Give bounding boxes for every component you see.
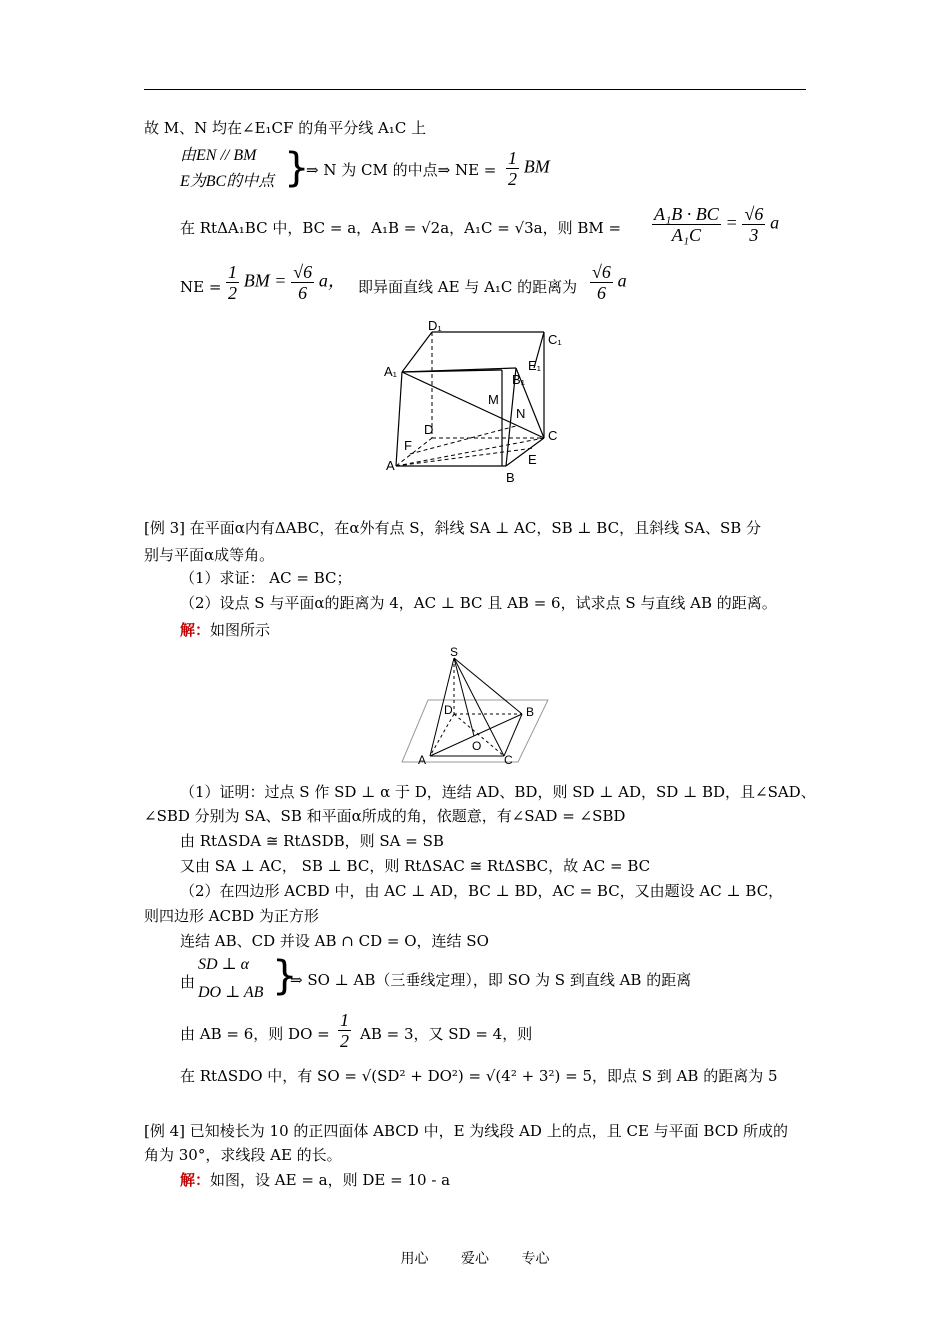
text-line: 又由 SA ⊥ AC， SB ⊥ BC，则 RtΔSAC ≅ RtΔSBC，故 AC = BC bbox=[180, 857, 651, 875]
text-line: 别与平面α成等角。 bbox=[144, 546, 275, 564]
solution-text: 如图，设 AE = a，则 DE = 10 - a bbox=[210, 1171, 451, 1189]
pyramid-figure bbox=[398, 644, 552, 770]
text-line: 在 RtΔA₁BC 中，BC = a，A₁B = √2a，A₁C = √3a，则 BM = bbox=[180, 219, 622, 237]
text-line: （2）设点 S 与平面α的距离为 4，AC ⊥ BC 且 AB = 6，试求点 S 与直线 AB 的距离。 bbox=[180, 594, 777, 612]
text-line: 角为 30°，求线段 AE 的长。 bbox=[144, 1146, 342, 1164]
text-line: （2）在四边形 ACBD 中，由 AC ⊥ AD，BC ⊥ BD，AC = BC，又由题设 AC ⊥ BC， bbox=[180, 882, 784, 900]
point-label: C₁ bbox=[548, 332, 562, 347]
solution-label: 解： bbox=[180, 1171, 211, 1189]
solution-line bbox=[180, 1170, 450, 1190]
point-label: C bbox=[504, 753, 513, 767]
text-line: ⇒ N 为 CM 的中点⇒ NE = bbox=[306, 161, 497, 179]
point-label: D bbox=[424, 422, 434, 437]
point-label: A₁ bbox=[384, 364, 398, 379]
point-label: A bbox=[418, 753, 427, 767]
fraction: $\frac{1}{2}$ BM bbox=[508, 148, 550, 189]
example-4-heading: [例 4] 已知棱长为 10 的正四面体 ABCD 中，E 为线段 AD 上的点，且 CE 与平面 BCD 所成的 bbox=[144, 1122, 788, 1140]
point-label: M bbox=[488, 392, 499, 407]
point-label: E bbox=[528, 452, 537, 467]
header-rule bbox=[144, 89, 806, 90]
text-line: ∠SBD 分别为 SA、SB 和平面α所成的角，依题意，有∠SAD = ∠SBD bbox=[144, 807, 626, 825]
text-line: 由 bbox=[180, 973, 196, 991]
footer-item: 专心 bbox=[521, 1251, 550, 1267]
example-3-heading: [例 3] 在平面α内有ΔABC，在α外有点 S，斜线 SA ⊥ AC，SB ⊥ BC，且斜线 SA、SB 分 bbox=[144, 519, 762, 537]
solution-label: 解： bbox=[180, 621, 211, 639]
text-line: 则四边形 ACBD 为正方形 bbox=[144, 907, 319, 925]
point-label: B₁ bbox=[512, 372, 526, 387]
fraction: $\frac{1}{2}$ bbox=[340, 1010, 349, 1051]
footer-item: 用心 bbox=[400, 1251, 429, 1267]
text-line: （1）证明：过点 S 作 SD ⊥ α 于 D，连结 AD、BD，则 SD ⊥ AD，SD ⊥ BD，且∠SAD、 bbox=[180, 783, 816, 801]
point-label: N bbox=[516, 406, 526, 421]
point-label: B bbox=[526, 705, 535, 719]
text-line: 连结 AB、CD 并设 AB ∩ CD = O，连结 SO bbox=[180, 932, 489, 950]
text-line: 故 M、N 均在∠E₁CF 的角平分线 A₁C 上 bbox=[144, 119, 427, 137]
point-label: D bbox=[444, 703, 453, 717]
fraction: $\frac{√6}{6}$ a bbox=[592, 262, 627, 303]
point-label: C bbox=[548, 428, 558, 443]
text-line: 即异面直线 AE 与 A₁C 的距离为 bbox=[358, 278, 578, 296]
text-line: 由 RtΔSDA ≅ RtΔSDB，则 SA = SB bbox=[180, 832, 444, 850]
point-label: S bbox=[450, 645, 459, 659]
solution-line bbox=[180, 620, 270, 640]
footer-item: 爱心 bbox=[461, 1251, 489, 1267]
fraction: $\frac{\text{A₁B · BC}}{\text{A₁C}}$ = $\frac{√6}{3}$ a bbox=[654, 204, 780, 245]
footer bbox=[0, 1248, 950, 1268]
fraction: $\frac{1}{2}$ BM = $\frac{√6}{6}$ a， bbox=[228, 262, 346, 303]
text-line: 由 AB = 6，则 DO = bbox=[180, 1025, 330, 1043]
point-label: O bbox=[472, 739, 482, 753]
point-label: D₁ bbox=[428, 318, 442, 333]
right-brace: } bbox=[284, 145, 310, 191]
right-brace: } bbox=[272, 953, 298, 999]
point-label: B bbox=[506, 470, 515, 485]
text-line: ⇒ SO ⊥ AB（三垂线定理），即 SO 为 S 到直线 AB 的距离 bbox=[290, 971, 692, 989]
text-line: 在 RtΔSDO 中，有 SO = √(SD² + DO²) = √(4² + 3²) = 5，即点 S 到 AB 的距离为 5 bbox=[180, 1067, 778, 1085]
solution-text: 如图所示 bbox=[210, 621, 271, 639]
condition-2: DO ⊥ AB bbox=[198, 984, 264, 1001]
point-label: A bbox=[386, 458, 395, 473]
point-label: F bbox=[404, 438, 412, 453]
point-label: E₁ bbox=[528, 358, 542, 373]
text-line: （1）求证： AC = BC； bbox=[180, 569, 352, 587]
prism-figure bbox=[380, 318, 580, 488]
condition-1: 由EN // BM bbox=[180, 147, 257, 164]
text-line: AB = 3，又 SD = 4，则 bbox=[360, 1025, 533, 1043]
condition-1: SD ⊥ α bbox=[198, 956, 249, 973]
condition-2: E为BC的中点 bbox=[180, 173, 275, 190]
text-line: NE = bbox=[180, 278, 222, 296]
